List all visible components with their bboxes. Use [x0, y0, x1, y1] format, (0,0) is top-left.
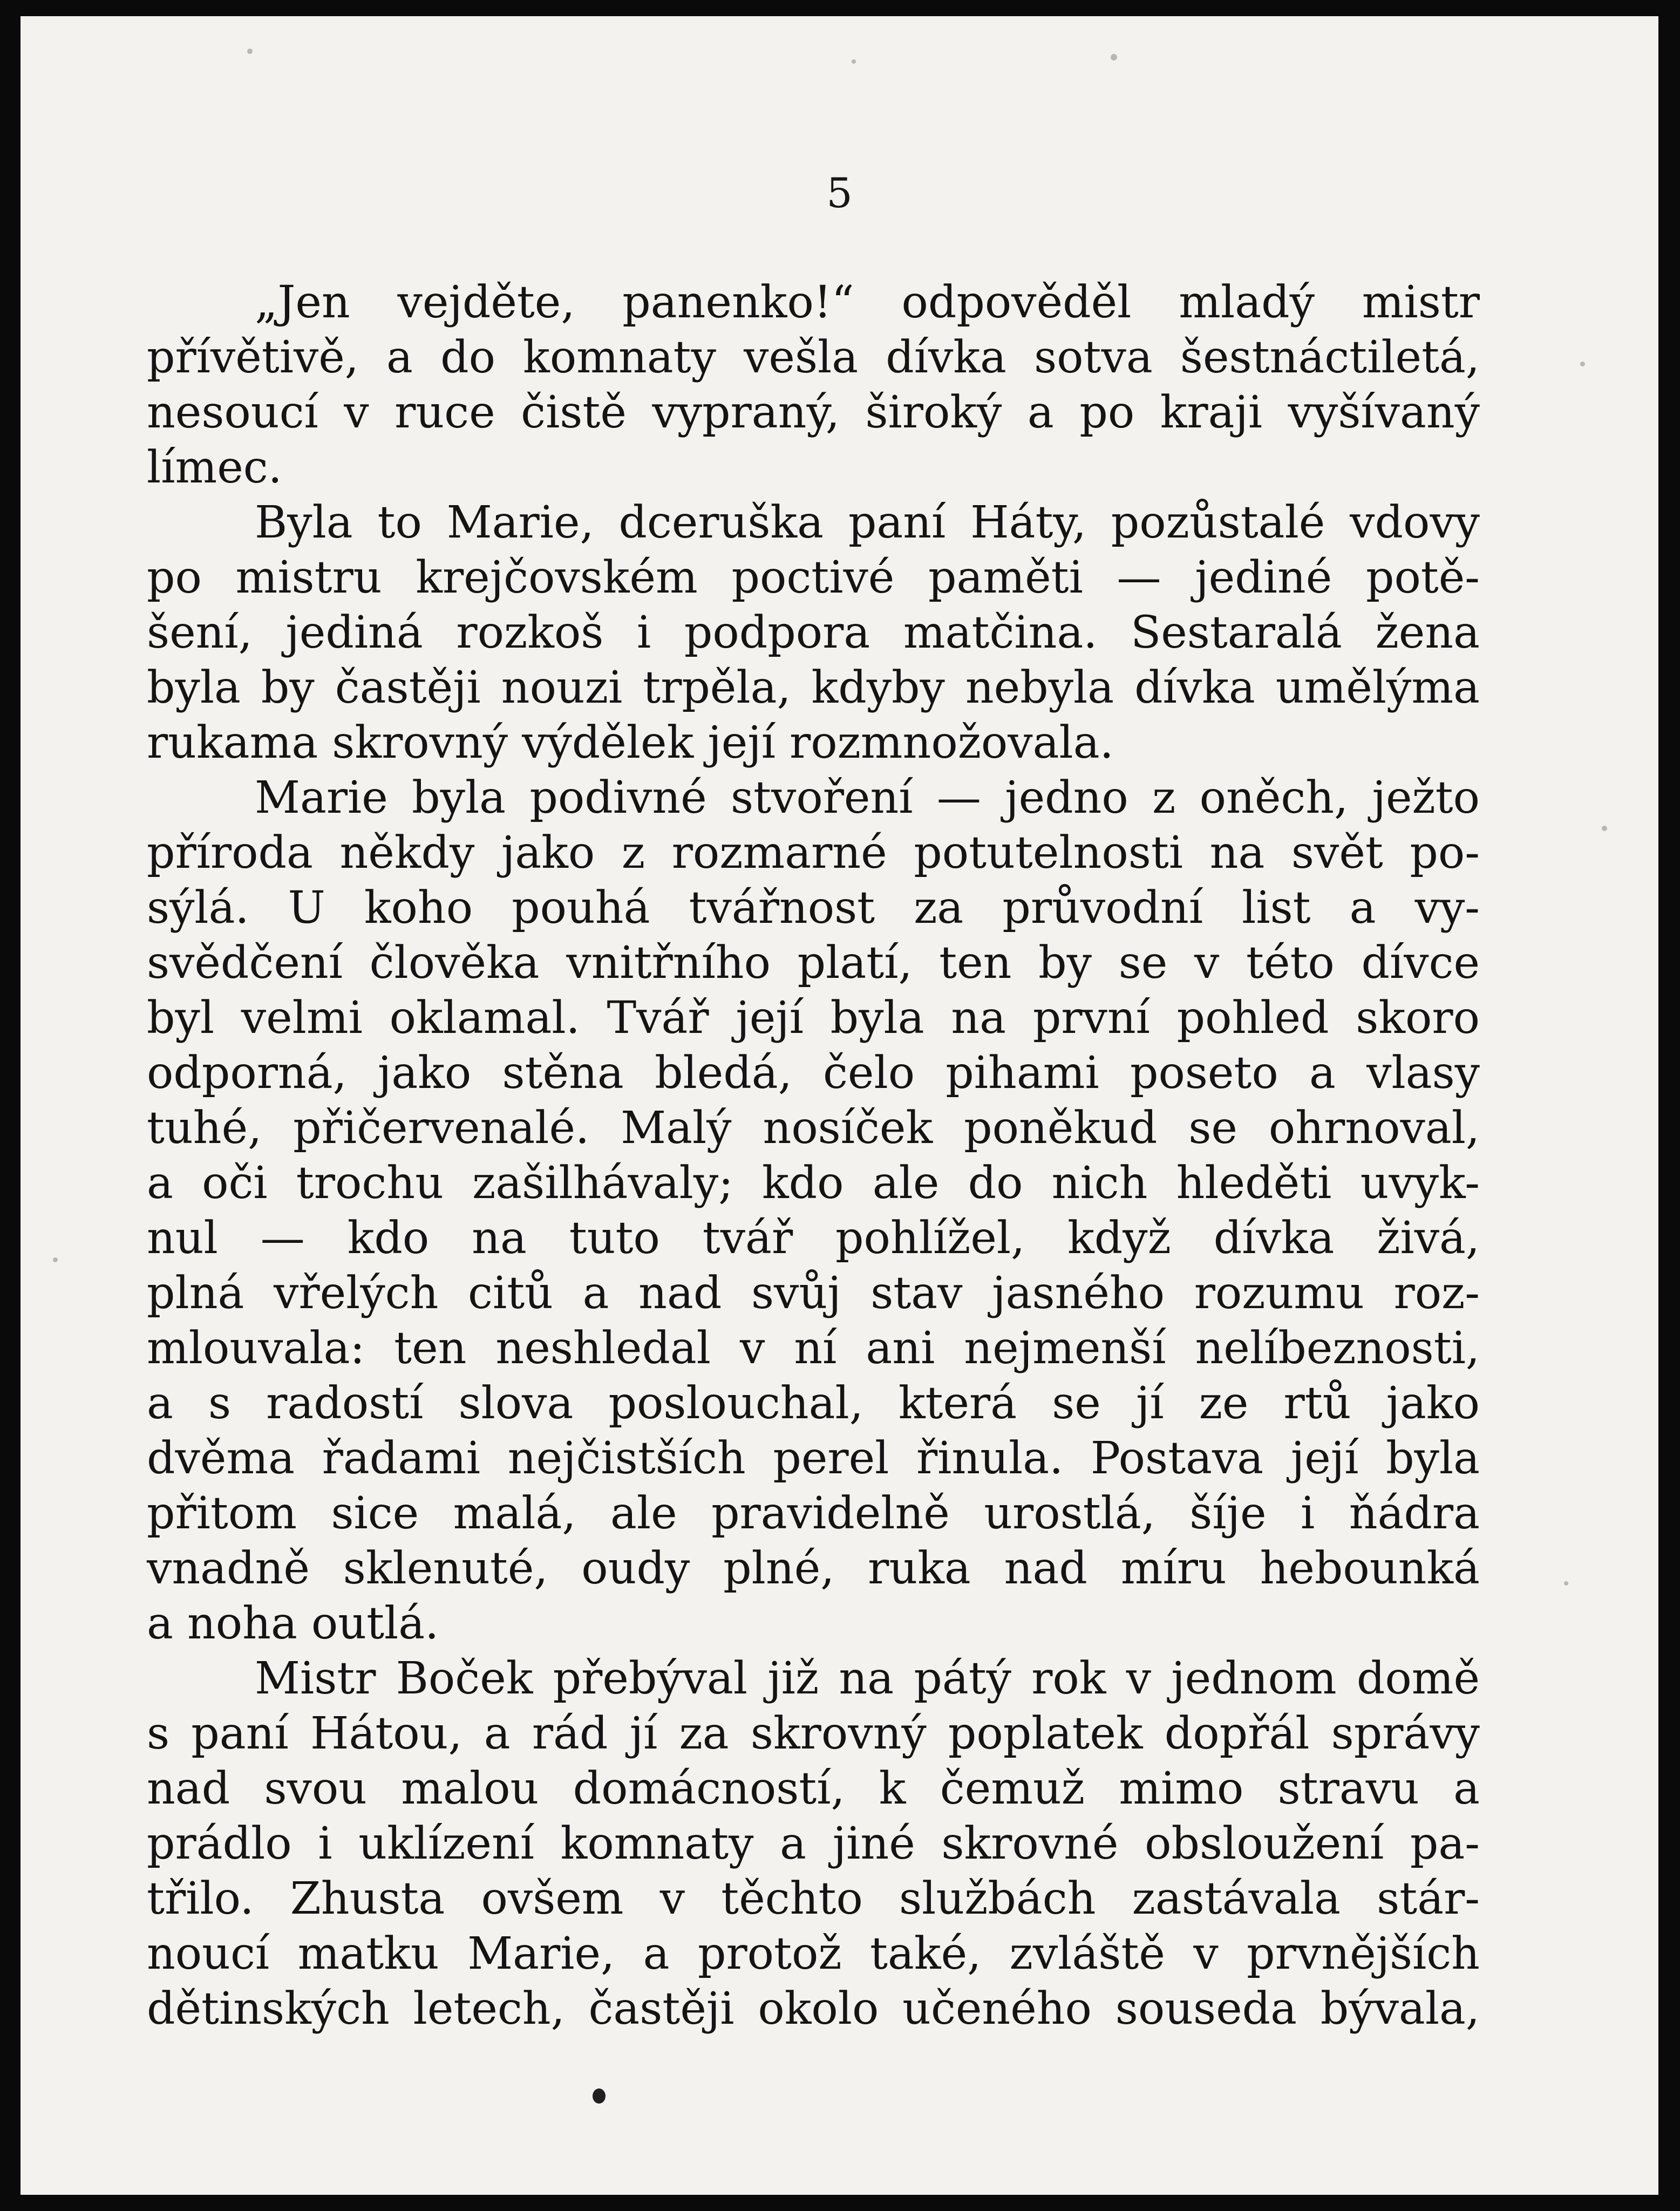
text-line: nad svou malou domácností, k čemuž mimo stravu a: [147, 1763, 1480, 1814]
text-line: byla by častěji nouzi trpěla, kdyby nebyla dívka umělýma: [147, 662, 1480, 713]
text-line: dvěma řadami nejčistších perel řinula. Postava její byla: [147, 1433, 1480, 1484]
text-line: mlouvala: ten neshledal v ní ani nejmenší nelíbeznosti,: [147, 1323, 1480, 1374]
text-line: dětinských letech, častěji okolo učeného souseda bývala,: [147, 1983, 1480, 2035]
text-line: prádlo i uklízení komnaty a jiné skrovné obsloužení pa-: [147, 1818, 1480, 1869]
ink-dot-mark: [593, 2088, 606, 2104]
text-line: svědčení člověka vnitřního platí, ten by se v této dívce: [147, 937, 1480, 989]
scan-speck: [53, 1257, 58, 1262]
text-line: vnadně sklenuté, oudy plné, ruka nad míru hebounká: [147, 1543, 1480, 1594]
scan-speck: [1111, 54, 1117, 60]
scan-speck: [1580, 362, 1585, 366]
text-line: a oči trochu zašilhávaly; kdo ale do nich hleděti uvyk-: [147, 1158, 1480, 1209]
scan-speck: [247, 49, 253, 54]
text-line: nul — kdo na tuto tvář pohlížel, když dívka živá,: [147, 1213, 1480, 1264]
text-line: přitom sice malá, ale pravidelně urostlá, šíje i ňádra: [147, 1488, 1480, 1539]
text-line: šení, jediná rozkoš i podpora matčina. Sestaralá žena: [147, 607, 1480, 658]
text-line: „Jen vejděte, panenko!“ odpověděl mladý mistr: [255, 277, 1480, 328]
text-line: nesoucí v ruce čistě vypraný, široký a po kraji vyšívaný: [147, 387, 1480, 438]
text-line: a s radostí slova poslouchal, která se jí ze rtů jako: [147, 1378, 1480, 1429]
text-line: po mistru krejčovském poctivé paměti — jediné potě-: [147, 552, 1480, 603]
text-line: Mistr Boček přebýval již na pátý rok v jednom domě: [255, 1653, 1480, 1704]
text-line: s paní Hátou, a rád jí za skrovný poplatek dopřál správy: [147, 1708, 1480, 1759]
text-line: odporná, jako stěna bledá, čelo pihami poseto a vlasy: [147, 1047, 1480, 1099]
page-number: 5: [826, 169, 853, 217]
book-page: [21, 16, 1658, 2195]
text-line: tuhé, přičervenalé. Malý nosíček poněkud se ohrnoval,: [147, 1103, 1480, 1154]
text-line: třilo. Zhusta ovšem v těchto službách zastávala stár-: [147, 1873, 1480, 1924]
text-line: sýlá. U koho pouhá tvářnost za průvodní list a vy-: [147, 882, 1480, 934]
text-line: noucí matku Marie, a protož také, zvláště v prvnějších: [147, 1928, 1480, 1979]
text-line: límec.: [147, 442, 282, 493]
scan-speck: [1602, 826, 1607, 831]
body-text: [147, 275, 1480, 2037]
text-line: a noha outlá.: [147, 1598, 439, 1649]
text-line: byl velmi oklamal. Tvář její byla na první pohled skoro: [147, 992, 1480, 1044]
text-line: plná vřelých citů a nad svůj stav jasného rozumu roz-: [147, 1268, 1480, 1319]
text-line: příroda někdy jako z rozmarné potutelnosti na svět po-: [147, 827, 1480, 879]
scan-speck: [1564, 1581, 1568, 1586]
text-line: Byla to Marie, dceruška paní Háty, pozůstalé vdovy: [255, 497, 1480, 548]
text-line: Marie byla podivné stvoření — jedno z oněch, ježto: [255, 772, 1480, 824]
text-line: rukama skrovný výdělek její rozmnožovala.: [147, 717, 1114, 768]
scan-speck: [852, 59, 856, 64]
text-line: přívětivě, a do komnaty vešla dívka sotva šestnáctiletá,: [147, 332, 1480, 383]
